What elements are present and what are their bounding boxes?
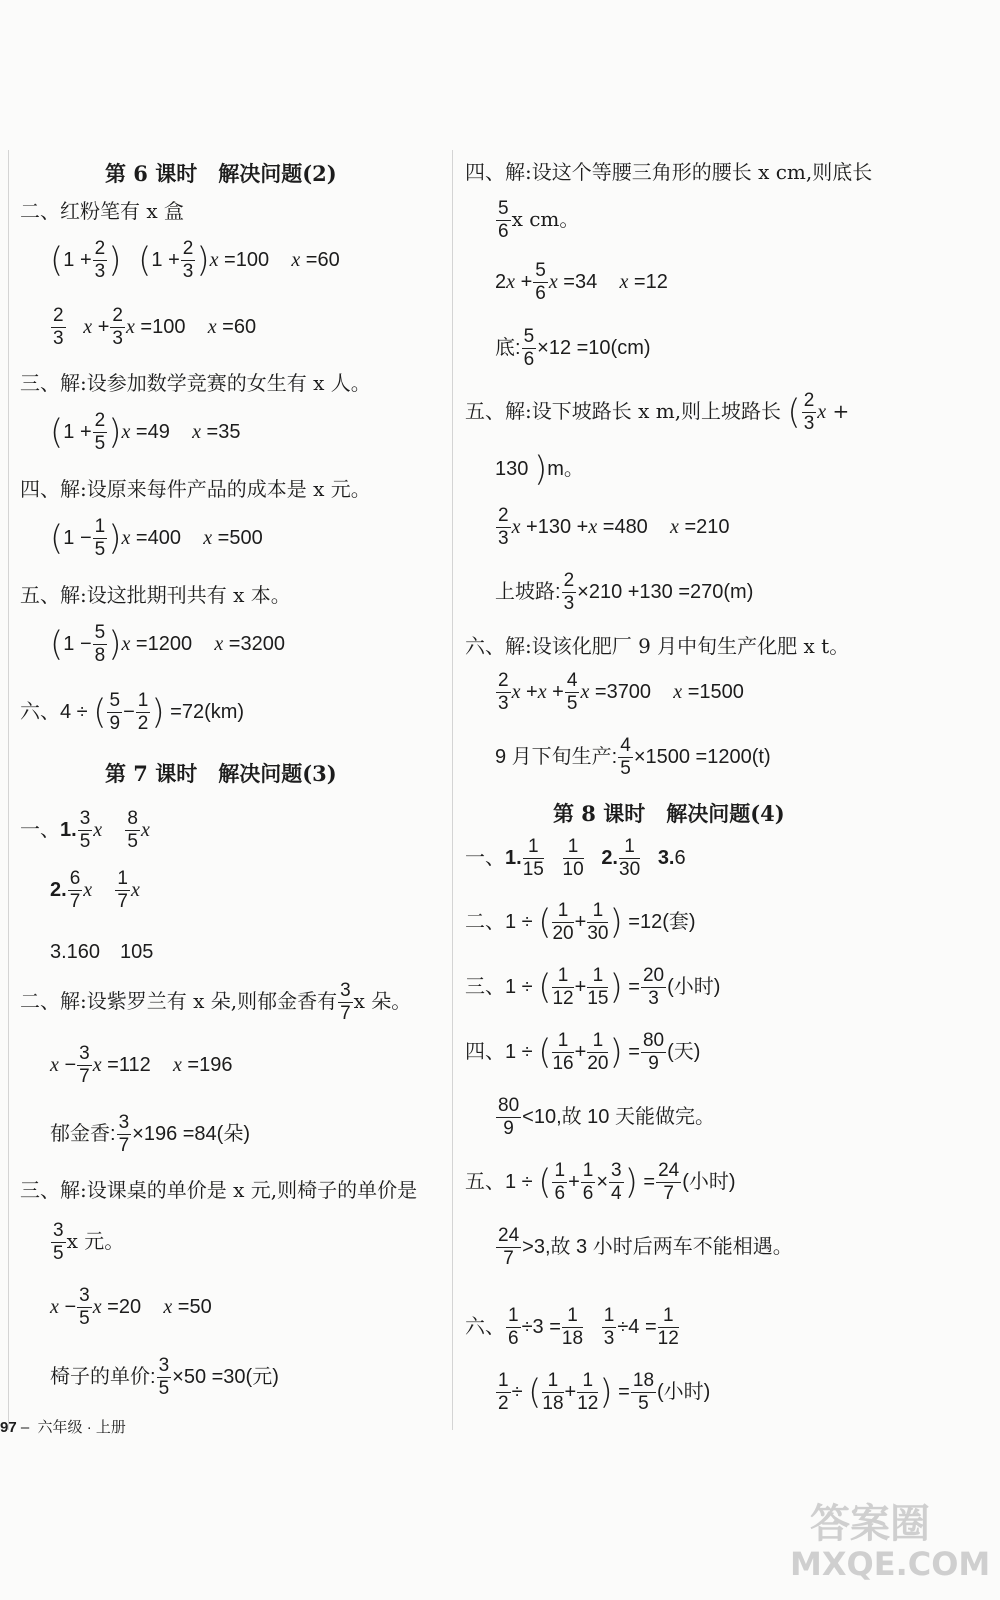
answer-line: 二、解:设紫罗兰有 x 朵,则郁金香有 $\frac{3}{7}$ x 朵。 <box>20 980 412 1024</box>
answer-line: 六、解:设该化肥厂 9 月中旬生产化肥 x t。 <box>465 634 850 658</box>
equation: 四、1 ÷ ( $\frac{1}{16}$ + $\frac{1}{20}$ ) = $\frac{80}{9}$ (天) <box>465 1030 701 1074</box>
answer-line: 五、解:设这批期刊共有 x 本。 <box>20 583 291 607</box>
equation: 三、1 ÷ ( $\frac{1}{12}$ + $\frac{1}{15}$ ) = $\frac{20}{3}$ (小时) <box>465 965 721 1009</box>
page-footer: 97 – 六年级 · 上册 <box>0 1419 126 1436</box>
equation: 2x + $\frac{5}{6}$ x =34 x =12 <box>495 260 668 304</box>
column-divider-left <box>8 150 9 1430</box>
equation: 上坡路: $\frac{2}{3}$ ×210 +130 =270(m) <box>495 570 754 614</box>
answer-text: x cm。 <box>511 207 580 231</box>
answer-line: $\frac{5}{6}$ x cm。 <box>498 198 580 242</box>
equation: 130 )m。 <box>495 449 584 490</box>
equation: $\frac{2}{3}$ x +130 +x =480 x =210 <box>498 505 730 549</box>
answer-text: 五、解:设下坡路长 x m,则上坡路长 <box>465 399 782 423</box>
answer-text: x 朵。 <box>353 989 412 1013</box>
answer-text: >3,故 3 小时后两车不能相遇。 <box>522 1235 793 1258</box>
answer-line: 三、解:设参加数学竞赛的女生有 x 人。 <box>20 371 371 395</box>
equation: $\frac{80}{9}$ <10,故 10 天能做完。 <box>498 1095 715 1139</box>
page-number: 97 <box>0 1419 17 1436</box>
equation: 底: $\frac{5}{6}$ ×12 =10(cm) <box>495 326 651 370</box>
equation: 椅子的单价: $\frac{3}{5}$ ×50 =30(元) <box>50 1355 279 1399</box>
equation: $\frac{2}{3}$ x + $\frac{2}{3}$ x =100 x =60 <box>53 305 257 349</box>
answer-line: $\frac{3}{5}$ x 元。 <box>53 1220 125 1264</box>
section-heading-lesson-6: 第 6 课时 解决问题(2) <box>105 161 337 186</box>
equation: x − $\frac{3}{7}$ x =112 x =196 <box>50 1043 233 1087</box>
equation: 六、 $\frac{1}{6}$ ÷3 = $\frac{1}{18}$ $\frac{1}{3}$ ÷4 = $\frac{1}{12}$ <box>465 1305 679 1349</box>
answer-1-3: 3.160 105 <box>50 941 154 963</box>
answer-text: 二、解:设紫罗兰有 x 朵,则郁金香有 <box>20 989 338 1013</box>
equation: $\frac{24}{7}$ >3,故 3 小时后两车不能相遇。 <box>498 1225 793 1269</box>
equation: (1 − $\frac{5}{8}$ )x =1200 x =3200 <box>50 622 285 666</box>
answer-line: 二、红粉笔有 x 盒 <box>20 199 184 223</box>
answer-text: <10,故 10 天能做完。 <box>522 1105 715 1128</box>
equation: $\frac{1}{2}$ ÷ ( $\frac{1}{18}$ + $\frac{1}{12}$ ) = $\frac{18}{5}$ (小时) <box>498 1370 711 1414</box>
equation: 五、1 ÷ ( $\frac{1}{6}$ + $\frac{1}{6}$ × $\frac{3}{4}$ ) = $\frac{24}{7}$ (小时) <box>465 1160 736 1204</box>
equation: 9 月下旬生产: $\frac{4}{5}$ ×1500 =1200(t) <box>495 735 771 779</box>
answer-line: 三、解:设课桌的单价是 x 元,则椅子的单价是 <box>20 1178 418 1202</box>
section-heading-lesson-8: 第 8 课时 解决问题(4) <box>553 801 785 826</box>
answer-line: 五、解:设下坡路长 x m,则上坡路长 ( $\frac{2}{3}$ x + <box>465 390 850 434</box>
column-divider-middle <box>452 150 453 1430</box>
answer-line: 四、解:设原来每件产品的成本是 x 元。 <box>20 477 371 501</box>
answer-1-1: 一、1. $\frac{3}{5}$ x $\frac{8}{5}$ x <box>20 808 150 852</box>
equation: $\frac{2}{3}$ x +x + $\frac{4}{5}$ x =3700 x =1500 <box>498 670 744 714</box>
equation: (1 + $\frac{2}{3}$ ) (1 + $\frac{2}{3}$ )x =100 x =60 <box>50 238 340 282</box>
section-heading-lesson-7: 第 7 课时 解决问题(3) <box>105 761 337 786</box>
answer-1-2: 2. $\frac{6}{7}$ x $\frac{1}{7}$ x <box>50 868 140 912</box>
watermark-site: MXQE.COM <box>790 1545 991 1583</box>
watermark-logo: 答案圈 <box>810 1501 930 1547</box>
equation: x − $\frac{3}{5}$ x =20 x =50 <box>50 1285 212 1329</box>
equation: 郁金香: $\frac{3}{7}$ ×196 =84(朵) <box>50 1112 250 1156</box>
equation: 六、4 ÷ ( $\frac{5}{9}$ − $\frac{1}{2}$ ) =72(km) <box>20 690 245 734</box>
equation: (1 + $\frac{2}{5}$ )x =49 x =35 <box>50 410 241 454</box>
equation: (1 − $\frac{1}{5}$ )x =400 x =500 <box>50 516 263 560</box>
answer-1: 一、1. $\frac{1}{15}$ $\frac{1}{10}$ 2. $\frac{1}{30}$ 3.6 <box>465 836 686 880</box>
grade-label: 六年级 · 上册 <box>37 1419 126 1436</box>
answer-text: x 元。 <box>66 1229 125 1253</box>
equation: 二、1 ÷ ( $\frac{1}{20}$ + $\frac{1}{30}$ ) =12(套) <box>465 900 696 944</box>
answer-line: 四、解:设这个等腰三角形的腰长 x cm,则底长 <box>465 160 873 184</box>
